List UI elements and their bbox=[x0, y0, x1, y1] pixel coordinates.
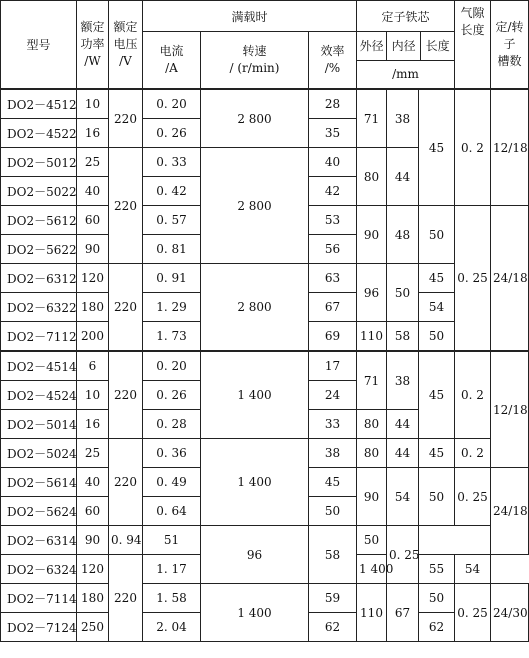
cell-speed: 1 400 bbox=[357, 555, 387, 584]
cell-length: 54 bbox=[419, 293, 455, 322]
cell-inner-diameter: 38 bbox=[387, 351, 419, 410]
cell-efficiency: 51 bbox=[143, 526, 201, 555]
cell-power: 180 bbox=[77, 584, 109, 613]
cell-length: 54 bbox=[455, 555, 491, 584]
cell-length: 50 bbox=[419, 322, 455, 352]
cell-efficiency: 33 bbox=[309, 410, 357, 439]
cell-model: DO2－6312 bbox=[1, 264, 77, 293]
cell-current: 1. 29 bbox=[143, 293, 201, 322]
cell-power: 180 bbox=[77, 293, 109, 322]
cell-outer-diameter: 96 bbox=[201, 526, 309, 584]
cell-length: 45 bbox=[419, 89, 455, 206]
cell-efficiency: 69 bbox=[309, 322, 357, 352]
cell-power: 120 bbox=[77, 264, 109, 293]
cell-power: 6 bbox=[77, 351, 109, 381]
cell-speed: 2 800 bbox=[201, 89, 309, 148]
cell-current: 0. 64 bbox=[143, 497, 201, 526]
cell-efficiency: 59 bbox=[309, 584, 357, 613]
cell-voltage: 220 bbox=[109, 148, 143, 264]
header-full-load: 满载时 bbox=[143, 1, 357, 32]
header-air-gap: 气隙 长度 bbox=[455, 1, 491, 90]
cell-current: 0. 26 bbox=[143, 119, 201, 148]
cell-power: 200 bbox=[77, 322, 109, 352]
cell-efficiency: 28 bbox=[309, 89, 357, 119]
cell-model: DO2－5014 bbox=[1, 410, 77, 439]
cell-length: 50 bbox=[419, 206, 455, 264]
cell-air-gap: 0. 2 bbox=[455, 351, 491, 439]
cell-efficiency: 45 bbox=[309, 468, 357, 497]
cell-inner-diameter: 58 bbox=[309, 526, 357, 584]
cell-outer-diameter: 71 bbox=[357, 351, 387, 410]
cell-inner-diameter: 50 bbox=[387, 264, 419, 322]
cell-model: DO2－4524 bbox=[1, 381, 77, 410]
cell-slots: 24/30 bbox=[491, 584, 529, 642]
cell-current: 0. 36 bbox=[143, 439, 201, 468]
cell-inner-diameter: 54 bbox=[387, 468, 419, 526]
cell-model: DO2－6314 bbox=[1, 526, 77, 555]
header-inner-diameter: 内径 bbox=[387, 32, 421, 60]
header-stator-dims bbox=[357, 32, 455, 90]
header-efficiency: 效率 /% bbox=[309, 32, 357, 90]
cell-power: 250 bbox=[77, 613, 109, 642]
cell-current: 1. 73 bbox=[143, 322, 201, 352]
cell-power: 10 bbox=[77, 381, 109, 410]
header-model: 型号 bbox=[1, 1, 77, 90]
cell-model: DO2－5612 bbox=[1, 206, 77, 235]
cell-voltage: 220 bbox=[109, 439, 143, 526]
cell-efficiency: 42 bbox=[309, 177, 357, 206]
header-power: 额定 功率 /W bbox=[77, 1, 109, 90]
cell-power: 25 bbox=[77, 148, 109, 177]
header-length: 长度 bbox=[425, 39, 450, 53]
cell-model: DO2－5012 bbox=[1, 148, 77, 177]
cell-outer-diameter: 90 bbox=[357, 206, 387, 264]
cell-length: 62 bbox=[419, 613, 455, 642]
cell-outer-diameter: 71 bbox=[357, 89, 387, 148]
cell-air-gap: 0. 25 bbox=[387, 526, 419, 584]
cell-length: 45 bbox=[419, 439, 455, 468]
cell-outer-diameter: 110 bbox=[357, 322, 387, 352]
cell-inner-diameter: 48 bbox=[387, 206, 419, 264]
cell-length: 50 bbox=[419, 584, 455, 613]
cell-efficiency: 56 bbox=[309, 235, 357, 264]
cell-efficiency: 35 bbox=[309, 119, 357, 148]
cell-air-gap: 0. 2 bbox=[455, 439, 491, 468]
cell-power: 120 bbox=[77, 555, 109, 584]
cell-model: DO2－4514 bbox=[1, 351, 77, 381]
cell-outer-diameter: 80 bbox=[357, 439, 387, 468]
cell-outer-diameter: 110 bbox=[357, 584, 387, 642]
cell-voltage: 220 bbox=[109, 264, 143, 352]
cell-current: 0. 42 bbox=[143, 177, 201, 206]
cell-model: DO2－6324 bbox=[1, 555, 77, 584]
cell-efficiency: 67 bbox=[309, 293, 357, 322]
cell-speed: 2 800 bbox=[201, 264, 309, 352]
cell-efficiency: 38 bbox=[309, 439, 357, 468]
cell-current: 1. 58 bbox=[143, 584, 201, 613]
cell-efficiency: 53 bbox=[309, 206, 357, 235]
cell-current: 0. 91 bbox=[143, 264, 201, 293]
cell-voltage: 220 bbox=[109, 351, 143, 439]
cell-current: 0. 57 bbox=[143, 206, 201, 235]
header-voltage: 额定 电压 /V bbox=[109, 1, 143, 90]
header-slots: 定/转 子 槽数 bbox=[491, 1, 529, 90]
cell-current: 0. 81 bbox=[143, 235, 201, 264]
cell-power: 40 bbox=[77, 177, 109, 206]
cell-power: 60 bbox=[77, 497, 109, 526]
cell-inner-diameter: 38 bbox=[387, 89, 419, 148]
cell-current: 0. 28 bbox=[143, 410, 201, 439]
cell-power: 90 bbox=[77, 235, 109, 264]
cell-efficiency: 24 bbox=[309, 381, 357, 410]
cell-power: 16 bbox=[77, 410, 109, 439]
cell-inner-diameter: 44 bbox=[387, 148, 419, 206]
cell-efficiency: 63 bbox=[309, 264, 357, 293]
cell-length: 45 bbox=[419, 264, 455, 293]
cell-voltage: 220 bbox=[109, 555, 143, 642]
cell-inner-diameter: 58 bbox=[387, 322, 419, 352]
cell-speed: 2 800 bbox=[201, 148, 309, 264]
header-outer-diameter: 外径 bbox=[357, 32, 387, 60]
cell-speed: 1 400 bbox=[201, 584, 309, 642]
header-current: 电流 /A bbox=[143, 32, 201, 90]
cell-speed: 1 400 bbox=[201, 439, 309, 526]
header-speed: 转速 / (r/min) bbox=[201, 32, 309, 90]
cell-slots: 24/18 bbox=[491, 468, 529, 555]
cell-model: DO2－5622 bbox=[1, 235, 77, 264]
cell-model: DO2－4522 bbox=[1, 119, 77, 148]
cell-model: DO2－5624 bbox=[1, 497, 77, 526]
cell-outer-diameter: 80 bbox=[357, 410, 387, 439]
cell-current: 0. 33 bbox=[143, 148, 201, 177]
cell-air-gap: 0. 25 bbox=[455, 468, 491, 526]
cell-model: DO2－5022 bbox=[1, 177, 77, 206]
cell-efficiency: 50 bbox=[309, 497, 357, 526]
cell-current: 0. 20 bbox=[143, 351, 201, 381]
cell-power: 10 bbox=[77, 89, 109, 119]
cell-voltage: 220 bbox=[109, 89, 143, 148]
cell-model: DO2－6322 bbox=[1, 293, 77, 322]
cell-efficiency: 17 bbox=[309, 351, 357, 381]
cell-current: 1. 17 bbox=[143, 555, 201, 584]
header-stator-core: 定子铁芯 bbox=[357, 1, 455, 32]
cell-current: 0. 94 bbox=[109, 526, 143, 555]
cell-outer-diameter: 80 bbox=[357, 148, 387, 206]
cell-current: 0. 49 bbox=[143, 468, 201, 497]
cell-model: DO2－4512 bbox=[1, 89, 77, 119]
cell-length: 50 bbox=[419, 468, 455, 526]
cell-length: 45 bbox=[419, 351, 455, 439]
header-unit-mm: /mm bbox=[392, 67, 419, 81]
cell-efficiency: 55 bbox=[419, 555, 455, 584]
cell-inner-diameter: 44 bbox=[387, 439, 419, 468]
cell-slots: 12/18 bbox=[491, 89, 529, 206]
cell-efficiency: 62 bbox=[309, 613, 357, 642]
cell-current: 0. 20 bbox=[143, 89, 201, 119]
cell-slots: 12/18 bbox=[491, 351, 529, 468]
cell-length: 50 bbox=[357, 526, 387, 555]
cell-air-gap: 0. 25 bbox=[455, 584, 491, 642]
cell-air-gap: 0. 2 bbox=[455, 89, 491, 206]
cell-model: DO2－5614 bbox=[1, 468, 77, 497]
cell-model: DO2－7124 bbox=[1, 613, 77, 642]
cell-power: 16 bbox=[77, 119, 109, 148]
cell-power: 25 bbox=[77, 439, 109, 468]
cell-model: DO2－5024 bbox=[1, 439, 77, 468]
cell-efficiency: 40 bbox=[309, 148, 357, 177]
cell-model: DO2－7112 bbox=[1, 322, 77, 352]
cell-model: DO2－7114 bbox=[1, 584, 77, 613]
cell-air-gap: 0. 25 bbox=[455, 206, 491, 352]
cell-power: 90 bbox=[77, 526, 109, 555]
cell-inner-diameter: 44 bbox=[387, 410, 419, 439]
cell-outer-diameter: 96 bbox=[357, 264, 387, 322]
cell-slots: 24/18 bbox=[491, 206, 529, 352]
cell-outer-diameter: 90 bbox=[357, 468, 387, 526]
cell-speed: 1 400 bbox=[201, 351, 309, 439]
cell-power: 40 bbox=[77, 468, 109, 497]
cell-current: 2. 04 bbox=[143, 613, 201, 642]
cell-current: 0. 26 bbox=[143, 381, 201, 410]
cell-power: 60 bbox=[77, 206, 109, 235]
cell-inner-diameter: 67 bbox=[387, 584, 419, 642]
